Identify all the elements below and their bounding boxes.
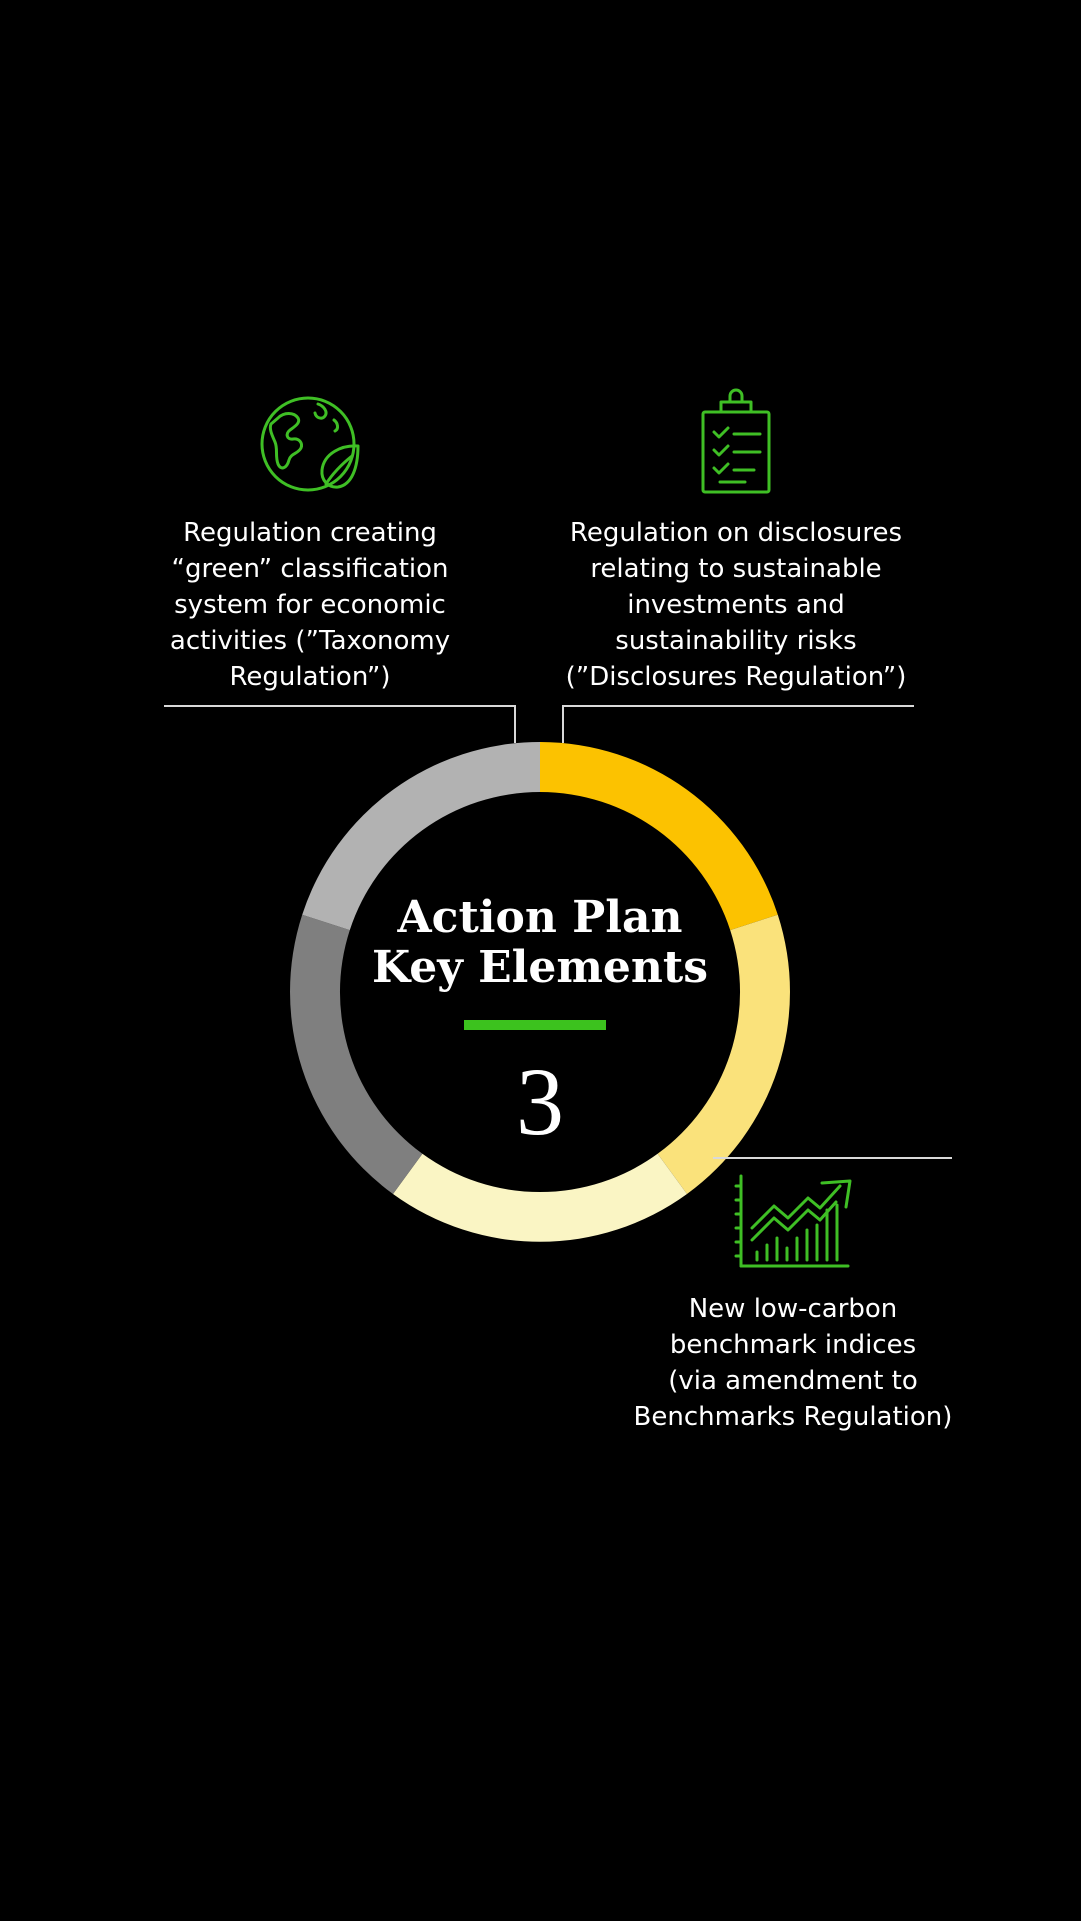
disclosures-regulation-label (541, 515, 931, 695)
center-title-line-1: Action Plan (397, 892, 683, 943)
label-line: relating to sustainable (590, 554, 882, 584)
label-line: Regulation creating (183, 518, 437, 548)
globe-leaf-icon (262, 398, 358, 490)
title-underline (464, 1020, 606, 1030)
connector-line-taxonomy (164, 706, 515, 743)
label-line: Regulation”) (229, 662, 391, 692)
label-line: Benchmarks Regulation) (633, 1402, 953, 1432)
taxonomy-regulation-label (150, 515, 470, 695)
label-line: sustainability risks (615, 626, 857, 656)
rising-chart-icon (736, 1176, 850, 1266)
label-line: “green” classification (171, 554, 449, 584)
label-line: Regulation on disclosures (569, 518, 903, 548)
label-line: New low-carbon (688, 1294, 898, 1324)
benchmarks-regulation-label (613, 1291, 973, 1435)
connector-line-disclosures (563, 706, 914, 743)
label-line: system for economic (174, 590, 446, 620)
label-line: (”Disclosures Regulation”) (565, 662, 907, 692)
label-line: activities (”Taxonomy (169, 626, 451, 656)
label-line: investments and (627, 590, 845, 620)
label-line: (via amendment to (668, 1366, 918, 1396)
element-count: 3 (516, 1048, 564, 1155)
clipboard-checklist-icon (703, 390, 769, 492)
label-line: benchmark indices (669, 1330, 917, 1360)
center-title-line-2: Key Elements (371, 942, 709, 993)
ring-segment-3 (393, 1154, 687, 1242)
center-title (330, 893, 750, 993)
